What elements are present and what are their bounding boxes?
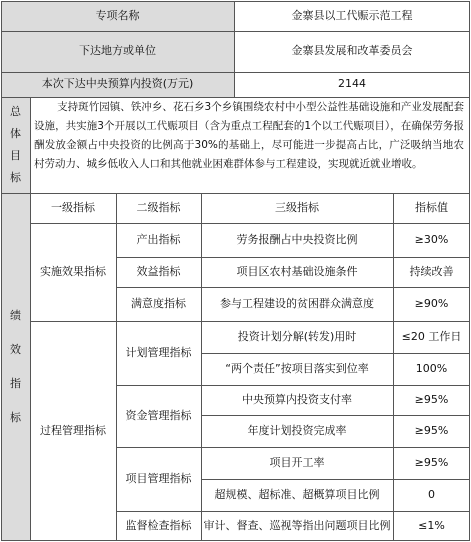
grid-line [201,479,470,480]
issuing-unit-label: 下达地方或单位 [1,31,234,72]
project-name-value: 金寨县以工代赈示范工程 [291,8,413,22]
grid-line [1,540,470,541]
overall-goal-char: 标 [10,171,21,184]
level3-start-rate: 项目开工率 [269,455,325,469]
header-level1: 一级指标 [51,200,95,214]
performance-target-table [1,1,470,541]
level2-project-management: 项目管理指标 [125,471,192,485]
level2-fund-management: 资金管理指标 [125,408,192,422]
grid-line [201,193,202,541]
budget-value: 2144 [338,77,366,91]
grid-line [234,1,235,97]
overall-goal-char: 目 [10,149,21,162]
grid-line [1,72,470,73]
value-plan-time: ≤20 工作日 [401,329,462,343]
performance-indicators-char: 效 [10,343,21,356]
grid-line [30,321,470,322]
issuing-unit-value: 金寨县发展和改革委员会 [291,44,413,58]
value-infrastructure: 持续改善 [409,264,454,278]
grid-line [469,1,470,541]
performance-indicators-char: 指 [10,377,21,390]
level2-satisfaction: 满意度指标 [131,296,186,310]
performance-indicators-label [1,193,30,541]
header-level2: 二级指标 [136,200,181,214]
header-level3: 三级指标 [275,200,319,214]
project-name-label: 专项名称 [1,1,234,31]
overall-goal-char: 总 [10,105,21,118]
level1-process-management: 过程管理指标 [40,423,106,437]
performance-indicators-char: 标 [10,411,21,424]
value-payment-rate: ≥95% [414,392,449,406]
header-value: 指标值 [415,200,448,214]
grid-line [116,193,117,541]
grid-line [116,287,470,288]
grid-line [116,511,470,512]
grid-line [201,415,470,416]
level3-audit-issues: 审计、督查、巡视等指出问题项目比例 [203,518,391,532]
value-two-responsibilities: 100% [415,361,448,375]
grid-line [30,97,31,541]
level3-plan-time: 投资计划分解(转发)用时 [237,329,357,343]
value-labor-ratio: ≥30% [414,232,449,246]
level1-implementation-effect: 实施效果指标 [40,264,106,278]
level3-over-scale: 超规模、超标准、超概算项目比例 [214,487,380,501]
level2-output: 产出指标 [136,232,181,246]
level3-labor-ratio: 劳务报酬占中央投资比例 [236,232,358,246]
overall-goal-label [1,97,30,193]
grid-line [1,1,470,2]
grid-line [393,193,394,541]
performance-indicators-char: 绩 [10,309,21,322]
value-satisfaction: ≥90% [414,296,449,310]
value-annual-completion: ≥95% [414,423,449,437]
level3-payment-rate: 中央预算内投资支付率 [242,392,352,406]
budget-label: 本次下达中央预算内投资(万元) [1,72,234,97]
grid-line [116,385,470,386]
level2-plan-management: 计划管理指标 [125,345,192,359]
overall-goal-text: 支持斑竹园镇、铁冲乡、花石乡3个乡镇围绕农村中小型公益性基础设施和产业发展配套设施，共实施3个开展以工代赈项目（含为重点工程配套的1个以工代赈项目），在确保劳务报酬发放金额占中央投资的比例高于30%的基础上，尽可能进一步提高占比，广泛吸纳当地农村劳动力、城乡低收入人口和其他就业困难群体参与工程建设，实现就近就业增收。 [34,101,464,170]
value-audit-issues: ≤1% [418,518,445,532]
grid-line [1,1,2,541]
grid-line [116,257,470,258]
level2-supervision: 监督检查指标 [125,518,192,532]
value-over-scale: 0 [428,487,435,501]
overall-goal-char: 体 [10,127,21,140]
level3-two-responsibilities: “两个责任”按项目落实到位率 [225,361,369,375]
level3-annual-completion: 年度计划投资完成率 [247,423,347,437]
grid-line [201,353,470,354]
grid-line [1,97,470,98]
level3-satisfaction: 参与工程建设的贫困群众满意度 [220,296,374,310]
grid-line [1,193,470,194]
grid-line [30,223,470,224]
value-start-rate: ≥95% [414,455,449,469]
grid-line [1,31,470,32]
level3-infrastructure: 项目区农村基础设施条件 [236,264,358,278]
level2-benefit: 效益指标 [136,264,181,278]
grid-line [116,447,470,448]
